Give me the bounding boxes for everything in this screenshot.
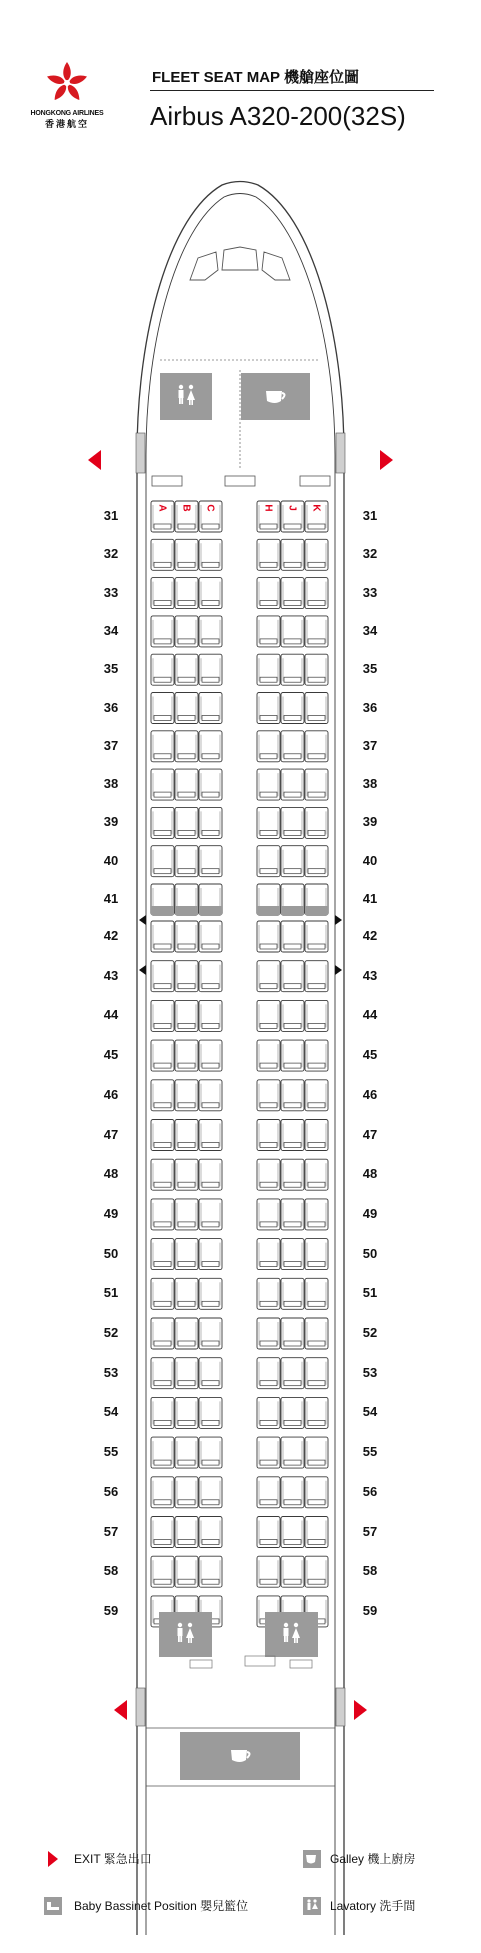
seat-32A[interactable] xyxy=(151,539,174,570)
seat-47J[interactable] xyxy=(281,1120,304,1151)
row-number-left: 47 xyxy=(103,1126,119,1142)
row-number-left: 31 xyxy=(103,508,119,523)
seat-45B[interactable] xyxy=(175,1040,198,1071)
row-number-right: 58 xyxy=(362,1563,378,1579)
row-number-left: 49 xyxy=(103,1205,119,1221)
seat-55A[interactable] xyxy=(151,1437,174,1468)
seat-52C[interactable] xyxy=(199,1318,222,1349)
seat-45A[interactable] xyxy=(151,1040,174,1071)
seat-46J[interactable] xyxy=(281,1080,304,1111)
seat-51K[interactable] xyxy=(305,1278,328,1309)
seat-41B[interactable] xyxy=(175,884,198,915)
exit-rear-right xyxy=(354,1700,367,1720)
seat-31K[interactable] xyxy=(305,501,328,532)
seat-33C[interactable] xyxy=(199,578,222,609)
row-number-right: 44 xyxy=(362,1007,378,1023)
seat-58C[interactable] xyxy=(199,1556,222,1587)
seat-58A[interactable] xyxy=(151,1556,174,1587)
row-number-left: 33 xyxy=(103,584,119,600)
seat-row-40 xyxy=(151,846,328,877)
row-number-right: 36 xyxy=(362,699,378,715)
seat-55H[interactable] xyxy=(257,1437,280,1468)
seat-53K[interactable] xyxy=(305,1358,328,1389)
seat-56K[interactable] xyxy=(305,1477,328,1508)
seat-40A[interactable] xyxy=(151,846,174,877)
row-number-right: 53 xyxy=(362,1364,378,1380)
seat-column-letter-C: C xyxy=(204,504,216,512)
row-number-right: 43 xyxy=(362,967,378,983)
seat-50B[interactable] xyxy=(175,1239,198,1270)
seat-35H[interactable] xyxy=(257,654,280,685)
seat-55J[interactable] xyxy=(281,1437,304,1468)
seat-54A[interactable] xyxy=(151,1397,174,1428)
seat-row-45 xyxy=(151,1040,328,1071)
seat-45H[interactable] xyxy=(257,1040,280,1071)
row-number-right: 49 xyxy=(362,1205,378,1221)
seat-35C[interactable] xyxy=(199,654,222,685)
seat-41C[interactable] xyxy=(199,884,222,915)
seat-49C[interactable] xyxy=(199,1199,222,1230)
row-number-right: 42 xyxy=(362,928,378,943)
row-number-left: 44 xyxy=(103,1007,119,1023)
seat-41J[interactable] xyxy=(281,884,304,915)
seat-58H[interactable] xyxy=(257,1556,280,1587)
row-number-left: 54 xyxy=(103,1404,119,1420)
seat-35J[interactable] xyxy=(281,654,304,685)
seat-31C[interactable] xyxy=(199,501,222,532)
seat-52B[interactable] xyxy=(175,1318,198,1349)
seat-44H[interactable] xyxy=(257,1000,280,1031)
seat-44J[interactable] xyxy=(281,1000,304,1031)
seat-35K[interactable] xyxy=(305,654,328,685)
seat-39H[interactable] xyxy=(257,807,280,838)
seat-42A[interactable] xyxy=(151,921,174,952)
seat-42C[interactable] xyxy=(199,921,222,952)
seat-38A[interactable] xyxy=(151,769,174,800)
seat-51H[interactable] xyxy=(257,1278,280,1309)
seat-34B[interactable] xyxy=(175,616,198,647)
seat-50K[interactable] xyxy=(305,1239,328,1270)
seat-57J[interactable] xyxy=(281,1517,304,1548)
seat-32B[interactable] xyxy=(175,539,198,570)
seat-52A[interactable] xyxy=(151,1318,174,1349)
row-number-left: 32 xyxy=(103,546,119,562)
seat-38H[interactable] xyxy=(257,769,280,800)
seat-44A[interactable] xyxy=(151,1000,174,1031)
seat-34H[interactable] xyxy=(257,616,280,647)
seat-row-55 xyxy=(151,1437,328,1468)
seat-53A[interactable] xyxy=(151,1358,174,1389)
seat-row-42 xyxy=(151,921,328,952)
seat-33A[interactable] xyxy=(151,578,174,609)
seat-34J[interactable] xyxy=(281,616,304,647)
seat-54J[interactable] xyxy=(281,1397,304,1428)
seat-40H[interactable] xyxy=(257,846,280,877)
row-number-left: 41 xyxy=(103,891,119,906)
seat-34C[interactable] xyxy=(199,616,222,647)
seat-46B[interactable] xyxy=(175,1080,198,1111)
seat-row-32 xyxy=(151,539,328,570)
row-number-left: 35 xyxy=(103,661,119,677)
row-number-right: 46 xyxy=(362,1086,378,1102)
row-number-left: 37 xyxy=(103,737,119,753)
seat-58B[interactable] xyxy=(175,1556,198,1587)
seat-47H[interactable] xyxy=(257,1120,280,1151)
seat-36A[interactable] xyxy=(151,693,174,724)
seat-row-36 xyxy=(151,693,328,724)
row-number-right: 50 xyxy=(362,1245,378,1261)
seat-49K[interactable] xyxy=(305,1199,328,1230)
row-number-right: 48 xyxy=(362,1166,378,1182)
seat-32K[interactable] xyxy=(305,539,328,570)
seat-49A[interactable] xyxy=(151,1199,174,1230)
brand-name-en: HONGKONG AIRLINES xyxy=(30,110,104,117)
seat-row-51 xyxy=(151,1278,328,1309)
seat-row-31 xyxy=(151,501,328,532)
seat-34K[interactable] xyxy=(305,616,328,647)
seat-57H[interactable] xyxy=(257,1517,280,1548)
seat-39K[interactable] xyxy=(305,807,328,838)
row-number-left: 34 xyxy=(103,622,119,638)
row-number-left: 42 xyxy=(103,928,119,943)
seat-56C[interactable] xyxy=(199,1477,222,1508)
seat-57B[interactable] xyxy=(175,1517,198,1548)
row-number-left: 59 xyxy=(103,1602,119,1618)
seat-row-33 xyxy=(151,578,328,609)
legend-lavatory: Lavatory 洗手間 xyxy=(330,1899,416,1913)
seat-49H[interactable] xyxy=(257,1199,280,1230)
seat-52H[interactable] xyxy=(257,1318,280,1349)
seat-31J[interactable] xyxy=(281,501,304,532)
cockpit-windows xyxy=(190,247,290,280)
row-number-left: 43 xyxy=(103,967,119,983)
seat-51A[interactable] xyxy=(151,1278,174,1309)
row-number-left: 53 xyxy=(103,1364,119,1380)
row-number-left: 36 xyxy=(103,699,119,715)
seat-46K[interactable] xyxy=(305,1080,328,1111)
exit-rear-left xyxy=(114,1700,127,1720)
row-number-right: 38 xyxy=(362,776,378,792)
row-number-right: 54 xyxy=(362,1404,378,1420)
seat-row-49 xyxy=(151,1199,328,1230)
row-number-left: 39 xyxy=(103,814,119,830)
seat-55B[interactable] xyxy=(175,1437,198,1468)
legend-bassinet-icon xyxy=(44,1897,62,1915)
seat-46A[interactable] xyxy=(151,1080,174,1111)
seat-column-letter-J: J xyxy=(286,505,298,511)
seat-53C[interactable] xyxy=(199,1358,222,1389)
seat-57A[interactable] xyxy=(151,1517,174,1548)
page-title: FLEET SEAT MAP 機艙座位圖 xyxy=(152,69,359,86)
seat-grid xyxy=(151,501,328,1627)
brand-name-zh: 香港航空 xyxy=(44,119,89,129)
seat-column-letter-K: K xyxy=(310,504,322,512)
seat-42J[interactable] xyxy=(281,921,304,952)
seat-50H[interactable] xyxy=(257,1239,280,1270)
seat-58J[interactable] xyxy=(281,1556,304,1587)
seat-35A[interactable] xyxy=(151,654,174,685)
legend-exit: EXIT 緊急出口 xyxy=(74,1852,152,1866)
row-number-left: 58 xyxy=(103,1563,119,1579)
row-number-left: 55 xyxy=(103,1444,119,1460)
seat-38K[interactable] xyxy=(305,769,328,800)
seat-31B[interactable] xyxy=(175,501,198,532)
seat-38J[interactable] xyxy=(281,769,304,800)
seat-48B[interactable] xyxy=(175,1159,198,1190)
seat-44K[interactable] xyxy=(305,1000,328,1031)
row-number-left: 52 xyxy=(103,1325,119,1340)
front-lavatory xyxy=(160,373,212,420)
row-number-left: 46 xyxy=(103,1086,119,1102)
row-number-right: 55 xyxy=(362,1444,378,1460)
row-number-left: 40 xyxy=(103,852,119,868)
seat-37H[interactable] xyxy=(257,731,280,762)
aircraft-type: Airbus A320-200(32S) xyxy=(150,101,406,131)
seat-35B[interactable] xyxy=(175,654,198,685)
seat-53J[interactable] xyxy=(281,1358,304,1389)
seat-44B[interactable] xyxy=(175,1000,198,1031)
seat-50A[interactable] xyxy=(151,1239,174,1270)
row-number-left: 45 xyxy=(103,1047,119,1063)
seat-56H[interactable] xyxy=(257,1477,280,1508)
row-number-right: 31 xyxy=(362,508,378,523)
seat-37K[interactable] xyxy=(305,731,328,762)
rear-lavatory-left xyxy=(159,1612,212,1657)
row-number-right: 35 xyxy=(362,661,378,677)
seat-37B[interactable] xyxy=(175,731,198,762)
seat-row-52 xyxy=(151,1318,328,1349)
seat-49J[interactable] xyxy=(281,1199,304,1230)
seat-54B[interactable] xyxy=(175,1397,198,1428)
seat-50J[interactable] xyxy=(281,1239,304,1270)
seat-45C[interactable] xyxy=(199,1040,222,1071)
seat-43C[interactable] xyxy=(199,961,222,992)
rear-lavatory-right xyxy=(265,1612,318,1657)
seat-55K[interactable] xyxy=(305,1437,328,1468)
seat-54H[interactable] xyxy=(257,1397,280,1428)
seat-43A[interactable] xyxy=(151,961,174,992)
row-number-right: 37 xyxy=(362,737,378,753)
seat-54K[interactable] xyxy=(305,1397,328,1428)
seat-row-46 xyxy=(151,1080,328,1111)
seat-33H[interactable] xyxy=(257,578,280,609)
seat-51B[interactable] xyxy=(175,1278,198,1309)
seat-36K[interactable] xyxy=(305,693,328,724)
seat-40K[interactable] xyxy=(305,846,328,877)
seat-row-38 xyxy=(151,769,328,800)
seat-58K[interactable] xyxy=(305,1556,328,1587)
legend-lavatory-icon xyxy=(303,1897,321,1915)
legend-galley: Galley 機上廚房 xyxy=(330,1852,416,1866)
seat-row-56 xyxy=(151,1477,328,1508)
seat-43K[interactable] xyxy=(305,961,328,992)
seat-36J[interactable] xyxy=(281,693,304,724)
seat-38C[interactable] xyxy=(199,769,222,800)
row-number-right: 51 xyxy=(362,1285,378,1301)
seat-row-44 xyxy=(151,1000,328,1031)
seat-40C[interactable] xyxy=(199,846,222,877)
row-number-left: 48 xyxy=(103,1166,119,1182)
seat-51J[interactable] xyxy=(281,1278,304,1309)
row-number-right: 41 xyxy=(362,891,378,906)
exit-front-right xyxy=(380,450,393,470)
seat-37A[interactable] xyxy=(151,731,174,762)
seat-row-47 xyxy=(151,1120,328,1151)
seat-row-41 xyxy=(151,884,328,915)
seat-43H[interactable] xyxy=(257,961,280,992)
seat-36B[interactable] xyxy=(175,693,198,724)
seat-39B[interactable] xyxy=(175,807,198,838)
row-number-right: 56 xyxy=(362,1483,378,1499)
seat-36H[interactable] xyxy=(257,693,280,724)
seat-row-34 xyxy=(151,616,328,647)
seat-56J[interactable] xyxy=(281,1477,304,1508)
row-number-right: 34 xyxy=(362,622,378,638)
seat-31A[interactable] xyxy=(151,501,174,532)
seat-57K[interactable] xyxy=(305,1517,328,1548)
seat-row-53 xyxy=(151,1358,328,1389)
row-number-left: 57 xyxy=(103,1523,119,1539)
seat-row-37 xyxy=(151,731,328,762)
seat-39J[interactable] xyxy=(281,807,304,838)
seat-33B[interactable] xyxy=(175,578,198,609)
seat-44C[interactable] xyxy=(199,1000,222,1031)
seat-row-57 xyxy=(151,1517,328,1548)
seat-56B[interactable] xyxy=(175,1477,198,1508)
legend-exit-icon xyxy=(48,1851,58,1867)
seat-33J[interactable] xyxy=(281,578,304,609)
row-number-right: 45 xyxy=(362,1047,378,1063)
seat-42B[interactable] xyxy=(175,921,198,952)
seat-48J[interactable] xyxy=(281,1159,304,1190)
seat-39C[interactable] xyxy=(199,807,222,838)
row-number-right: 52 xyxy=(362,1325,378,1340)
seat-row-54 xyxy=(151,1397,328,1428)
seat-47C[interactable] xyxy=(199,1120,222,1151)
seat-41K[interactable] xyxy=(305,884,328,915)
seat-row-43 xyxy=(151,961,328,992)
row-number-right: 47 xyxy=(362,1126,378,1142)
seat-33K[interactable] xyxy=(305,578,328,609)
seat-46C[interactable] xyxy=(199,1080,222,1111)
seat-38B[interactable] xyxy=(175,769,198,800)
seat-39A[interactable] xyxy=(151,807,174,838)
seat-53B[interactable] xyxy=(175,1358,198,1389)
seat-47K[interactable] xyxy=(305,1120,328,1151)
seat-43B[interactable] xyxy=(175,961,198,992)
row-number-right: 59 xyxy=(362,1602,378,1618)
seat-55C[interactable] xyxy=(199,1437,222,1468)
row-number-right: 32 xyxy=(362,546,378,562)
seat-51C[interactable] xyxy=(199,1278,222,1309)
seat-40J[interactable] xyxy=(281,846,304,877)
seat-41A[interactable] xyxy=(151,884,174,915)
seat-45K[interactable] xyxy=(305,1040,328,1071)
seat-row-39 xyxy=(151,807,328,838)
row-number-right: 57 xyxy=(362,1523,378,1539)
row-number-left: 50 xyxy=(103,1245,119,1261)
seat-column-letter-B: B xyxy=(180,504,192,512)
seat-32C[interactable] xyxy=(199,539,222,570)
seat-row-35 xyxy=(151,654,328,685)
seat-48C[interactable] xyxy=(199,1159,222,1190)
seat-57C[interactable] xyxy=(199,1517,222,1548)
seat-42K[interactable] xyxy=(305,921,328,952)
row-number-left: 51 xyxy=(103,1285,119,1301)
seat-54C[interactable] xyxy=(199,1397,222,1428)
seat-53H[interactable] xyxy=(257,1358,280,1389)
seat-47A[interactable] xyxy=(151,1120,174,1151)
seat-49B[interactable] xyxy=(175,1199,198,1230)
exit-front-left xyxy=(88,450,101,470)
row-number-right: 39 xyxy=(362,814,378,830)
seat-48A[interactable] xyxy=(151,1159,174,1190)
seat-row-50 xyxy=(151,1239,328,1270)
seat-48H[interactable] xyxy=(257,1159,280,1190)
seat-32H[interactable] xyxy=(257,539,280,570)
row-number-left: 56 xyxy=(103,1483,119,1499)
legend-galley-icon xyxy=(303,1850,321,1868)
seat-row-48 xyxy=(151,1159,328,1190)
seat-36C[interactable] xyxy=(199,693,222,724)
seat-56A[interactable] xyxy=(151,1477,174,1508)
seat-47B[interactable] xyxy=(175,1120,198,1151)
seat-34A[interactable] xyxy=(151,616,174,647)
seat-41H[interactable] xyxy=(257,884,280,915)
seat-43J[interactable] xyxy=(281,961,304,992)
seat-37C[interactable] xyxy=(199,731,222,762)
legend-bassinet: Baby Bassinet Position 嬰兒籃位 xyxy=(74,1899,249,1913)
row-number-right: 40 xyxy=(362,852,378,868)
row-number-right: 33 xyxy=(362,584,378,600)
seat-37J[interactable] xyxy=(281,731,304,762)
seat-46H[interactable] xyxy=(257,1080,280,1111)
seat-row-58 xyxy=(151,1556,328,1587)
seat-45J[interactable] xyxy=(281,1040,304,1071)
seat-48K[interactable] xyxy=(305,1159,328,1190)
row-number-left: 38 xyxy=(103,776,119,792)
seat-42H[interactable] xyxy=(257,921,280,952)
seat-50C[interactable] xyxy=(199,1239,222,1270)
seat-52J[interactable] xyxy=(281,1318,304,1349)
seat-52K[interactable] xyxy=(305,1318,328,1349)
seat-column-letter-H: H xyxy=(262,504,274,512)
seat-40B[interactable] xyxy=(175,846,198,877)
seat-31H[interactable] xyxy=(257,501,280,532)
seat-column-letter-A: A xyxy=(156,504,168,512)
seat-32J[interactable] xyxy=(281,539,304,570)
